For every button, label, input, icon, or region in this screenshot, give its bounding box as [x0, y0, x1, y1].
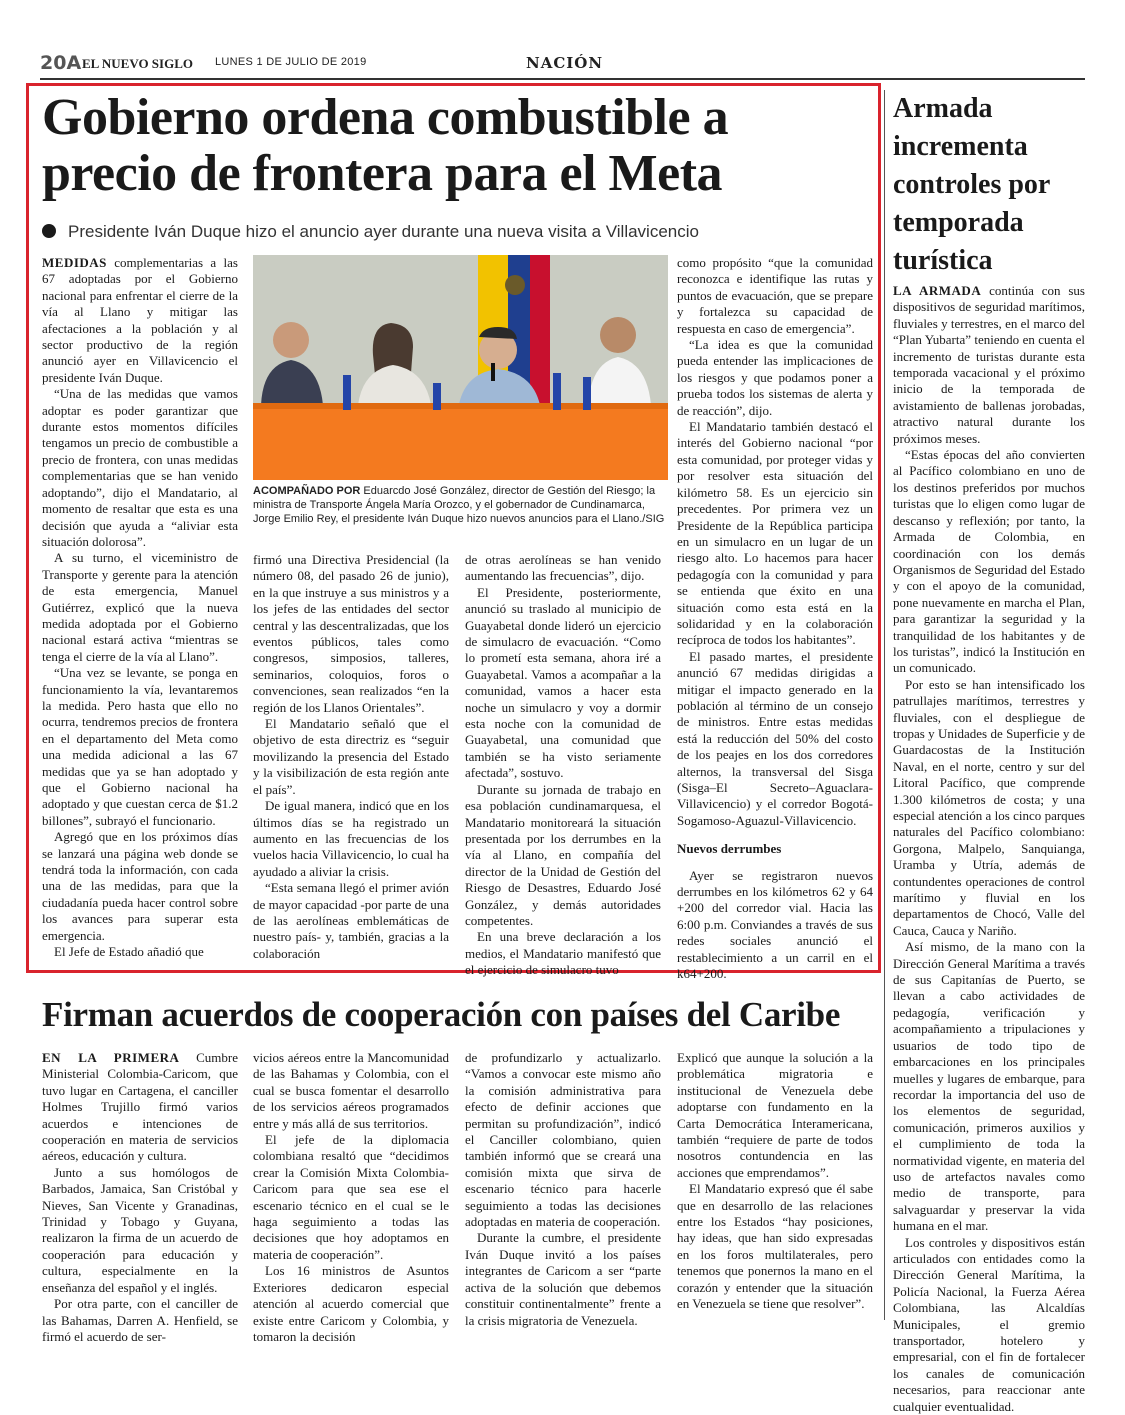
section-name: NACIÓN [526, 54, 604, 72]
sidebar-para: Así mismo, de la mano con la Dirección General Marítima a través de sus Capitanías de Puerto, se llevan a cabo actividades de pedagogía, verificación y acompañamiento a tripulaciones y usuarios de todo tipo de embarcaciones en los principales muelles y lugares de embarque, para recordar la importancia del uso de los elementos de seguridad, comunicación, primeros auxilios y el cumplimiento de toda la normatividad vigente, en materia del uso de artefactos navales como medio de transporte, para salvaguardar y preservar la vida humana en el mar. [893, 939, 1085, 1234]
main-col3-para: El Presidente, posteriormente, anunció su traslado al municipio de Guayabetal donde lideró un ejercicio de simulacro de evacuación. “Como lo prometí esta semana, ahora iré a Guayabetal. Vamos a acompañar a la comunidad, vamos a hacer esta noche un simulacro y voy a dormir esta noche con la comunidad de Guayabetal, una comunidad que también se ha visto seriamente afectada”, sostuvo. [465, 584, 661, 781]
header-divider [40, 78, 1085, 80]
second-col3-para: de profundizarlo y actualizarlo. “Vamos a convocar este mismo año la comisión administrativa para efecto de definir acciones que permitan su profundización”, indicó el Canciller colombiano, quien también informó que se creará una comisión mixta que sirva de escenario técnico para hacerle seguimiento a todas las decisiones adoptadas en materia de cooperación. [465, 1050, 661, 1230]
main-col3-para: Durante su jornada de trabajo en esa población cundinamarquesa, el Mandatario monitoreará la situación presentada por los derrumbes en la vía al Llano, en compañía del director de la Unidad de Gestión del Riesgo de Desastres, Eduardo José González, y demás autoridades competentes. [465, 781, 661, 928]
second-col3-para: Durante la cumbre, el presidente Iván Duque invitó a los países integrantes de Caricom a ser “parte activa de la solución que debemos constituir continentalmente” frente a la crisis migratoria de Venezuela. [465, 1230, 661, 1328]
newspaper-name: EL NUEVO SIGLO [82, 56, 193, 71]
second-col2-para: Los 16 ministros de Asuntos Exteriores dedicaron especial atención al acuerdo comercial que existe entre Caricom y Colombia, y tomaron la decisión [253, 1263, 449, 1344]
second-column-2 [253, 1050, 449, 1350]
main-column-4 [677, 255, 873, 982]
second-col2-para: El jefe de la diplomacia colombiana resaltó que “decidimos crear la Comisión Mixta Colombia-Caricom para que sea ese el escenario técnico en el cual se le haga seguimiento a todas las decisiones que hoy adoptamos en materia de cooperación”. [253, 1132, 449, 1262]
issue-date: LUNES 1 DE JULIO DE 2019 [215, 56, 367, 68]
photo-caption [253, 484, 668, 526]
main-subhead-text: Presidente Iván Duque hizo el anuncio ayer durante una nueva visita a Villavicencio [68, 222, 699, 241]
main-col2-para: firmó una Directiva Presidencial (la número 08, del pasado 26 de junio), en la que instruye a sus ministros y a los jefes de las entidades del sector central y las descentralizadas, que los eventos públicos, tales como congresos, simposios, talleres, seminarios, coloquios, foros o convenciones, sean realizados “en la región de los Llanos Orientales”. [253, 552, 449, 715]
main-lead-word: MEDIDAS [42, 255, 107, 270]
subsection-title: Nuevos derrumbes [677, 841, 782, 857]
main-col2-para: De igual manera, indicó que en los últimos días se ha registrado un aumento en las frecuencias de los vuelos hacia Villavicencio, lo cual ha ayudado a aliviar la crisis. [253, 798, 449, 879]
second-col1-para-text: Cumbre Ministerial Colombia-Caricom, que tuvo lugar en Cartagena, el canciller Holmes Trujillo firmó varios acuerdos e intenciones de cooperación en materia de servicios aéreos, educación y cultura. [42, 1050, 238, 1164]
caption-text: Eduarcdo José González, director de Gestión del Riesgo; la ministra de Transporte Ángela María Orozco, y el gobernador de Cundinamarca, Jorge Emilio Rey, el presidente Iván Duque hizo nuevos anuncios para el Llano./SIG [253, 485, 665, 525]
sidebar-para [893, 283, 1085, 447]
main-col1-para: A su turno, el viceministro de Transporte y gerente para la atención de esta emergencia, Manuel Gutiérrez, explicó que la nueva medida adoptada por el Gobierno nacional estará activa “mientras se tenga el cierre de la vía al Llano”. [42, 550, 238, 664]
main-column-1 [42, 255, 238, 967]
main-col1-para: “Una vez se levante, se ponga en funcionamiento la vía, levantaremos la medida. Pero hasta que ello no ocurra, tendremos precios de frontera en el departamento del Meta como una medida adicional a las 67 medidas que ya se han adoptado y que el Gobierno nacional ha adoptado y que cuestan cerca de $1.2 billones”, subrayó el funcionario. [42, 665, 238, 828]
second-col4-para: El Mandatario expresó que él sabe que en desarrollo de las relaciones entre los Estados “hay posiciones, hay ideas, que han sido expresadas en los foros multilaterales, pero tenemos que ponernos la mano en el corazón y entender que la situación en Venezuela se tiene que resolver”. [677, 1181, 873, 1312]
sidebar-para: Los controles y dispositivos están articulados con entidades como la Dirección General Marítima, la Policía Nacional, la Fuerza Aérea Colombiana, las Alcaldías Municipales, el gremio transportador, hotelero y empresarial, con el fin de fortalecer los canales de comunicación necesarios, para reaccionar ante cualquier eventualidad. [893, 1234, 1085, 1414]
main-column-3 [465, 552, 661, 978]
main-col1-para: Agregó que en los próximos días se lanzará una página web donde se tendrá toda la información, con cada una de las medidas, para que la ciudadanía pueda hacer control sobre los avances para superar esta emergencia. [42, 829, 238, 943]
sidebar-para: Por esto se han intensificado los patrullajes marítimos, terrestres y fluviales, con el despliegue de tropas y Unidades de Superficie y de Guardacostas de la Institución Naval, en el norte, centro y sur del Litoral Pacífico, que comprende 1.300 kilómetros de costa; y una especial atención a los cinco parques naturales del Pacífico colombiano: Gorgona, Malpelo, Sanquianga, Uramba y Utría, además de contundentes operaciones de control marítimo y fluvial en los departamentos de Chocó, Valle del Cauca, Cauca y Nariño. [893, 676, 1085, 938]
main-subhead [42, 222, 862, 242]
flag-red-stripe [530, 255, 550, 405]
page-header [40, 52, 885, 76]
main-col3-para: En una breve declaración a los medios, el Mandatario manifestó que el ejercicio de simulacro tuvo [465, 929, 661, 978]
sidebar-para: “Estas épocas del año convierten al Pacífico colombiano en uno de los destinos preferidos por muchos turistas que lo eligen como lugar de descanso y reflexión; por tanto, la Armada de Colombia, en coordinación con los demás Organismos de Seguridad del Estado y con el apoyo de la comunidad, pone nuevamente en marcha el Plan, para garantizar la seguridad y la tranquilidad de los habitantes y de los turistas”, indicó la Institución en un comunicado. [893, 447, 1085, 676]
second-column-4 [677, 1050, 873, 1350]
second-col1-para [42, 1050, 238, 1165]
second-col1-para: Junto a sus homólogos de Barbados, Jamaica, San Cristóbal y Nieves, San Vicente y Granadinas, Trinidad y Tobago y Guyana, realizaron la firma de un acuerdo de cooperación para educación y cultura, especialmente en la enseñanza del español y el inglés. [42, 1164, 238, 1295]
main-col2-para: “Esta semana llegó el primer avión de mayor capacidad -por parte de una de las aerolíneas emblemáticas de nuestro país- y, también, gracias a la colaboración [253, 880, 449, 961]
page-number: 20A [40, 52, 82, 74]
second-col1-para: Por otra parte, con el canciller de las Bahamas, Darren A. Henfield, se firmó el acuerdo de ser- [42, 1296, 238, 1344]
main-photo [253, 255, 668, 480]
bullet-icon [42, 224, 56, 238]
second-column-1 [42, 1050, 238, 1350]
orange-tablecloth [253, 403, 668, 480]
main-col4-para: El Mandatario también destacó el interés del Gobierno nacional “por esta comunidad, por proteger vidas y por resolver esta situación del kilómetro 58. Es un ejercicio sin precedentes. Por primera vez un Presidente de la República participa en un simulacro en un lugar de un riesgo alto. Lo hacemos para hacer pedagogía con la comunidad y para se entienda que éxito en una situación como esta está en la solidaridad y en la colaboración recíproca de todos los habitantes”. [677, 419, 873, 648]
sidebar-lead-word: LA ARMADA [893, 283, 982, 298]
sidebar-headline: Armada incrementa controles por temporada turística [893, 93, 1050, 276]
sidebar-column [893, 283, 1085, 1414]
sidebar-divider [884, 90, 885, 1320]
second-headline: Firman acuerdos de cooperación con países del Caribe [42, 995, 841, 1034]
main-col3-para: de otras aerolíneas se han venido aumentando las frecuencias”, dijo. [465, 552, 661, 584]
second-lead-word: EN LA PRIMERA [42, 1050, 180, 1065]
main-col1-para [42, 255, 238, 386]
main-col2-para: El Mandatario señaló que el objetivo de esta directriz es “seguir movilizando la presencia del Estado y la visibilización de esta región ante el país”. [253, 716, 449, 797]
caption-lead: ACOMPAÑADO POR [253, 485, 361, 497]
second-col2-para: vicios aéreos entre la Mancomunidad de las Bahamas y Colombia, con el cual se busca fomentar el desarrollo de los servicios aéreos programados entre y más allá de sus territorios. [253, 1050, 449, 1131]
second-column-3 [465, 1050, 661, 1350]
main-col4-para: como propósito “que la comunidad reconozca e identifique las rutas y puntos de evacuación, que se prepare y fortalezca su capacidad de respuesta en caso de emergencia”. [677, 255, 873, 336]
second-col4-para: Explicó que aunque la solución a la problemática migratoria e institucional de Venezuela debe adoptarse con fundamento en la Carta Democrática Interamericana, también “requiere de parte de todos nosotros contundencia en las acciones que emprendamos”. [677, 1050, 873, 1180]
main-col1-para: “Una de las medidas que vamos adoptar es poder garantizar que durante estos momentos difíciles tengamos un precio de combustible a precio de frontera, con unas medidas complementarias que se han venido adoptando”, dijo el Mandatario, al momento de resaltar que esta es una decisión que ayuda a “aliviar esta situación dolorosa”. [42, 386, 238, 549]
main-col4-para: El pasado martes, el presidente anunció 67 medidas dirigidas a mitigar el impacto generado en la población al término de un consejo de ministros. Entre estas medidas está la reducción del 50% del costo de los peajes en los dos corredores alternos, la transversal del Sisga (Sisga–El Secreto–Aguaclara-Villavicencio) y el corredor Bogotá-Sogamoso-Aguazul-Villavicencio. [677, 648, 873, 828]
main-column-2 [253, 552, 449, 967]
main-col4-para: “La idea es que la comunidad pueda entender las implicaciones de los riesgos y que podamos poner a prueba todos los sistemas de alerta y de reacción”, dijo. [677, 337, 873, 418]
press-conference-illustration [253, 255, 668, 480]
main-col4-para: Ayer se registraron nuevos derrumbes en los kilómetros 62 y 64 +200 del corredor vial. Hacia las 6:00 p.m. Conviandes a través de sus redes sociales anunció el restablecimiento a un carril en el k64+200. [677, 867, 873, 982]
main-col1-para: El Jefe de Estado añadió que [54, 944, 204, 960]
sidebar-para-text: continúa con sus dispositivos de seguridad marítimos, fluviales y terrestres, en el marco del “Plan Yubarta” teniendo en cuenta el incremento de turistas durante esta temporada vacacional y el próximo inicio de la temporada de avistamiento de ballenas jorobadas, atractivo natural durante los próximos meses. [893, 283, 1085, 446]
main-headline: Gobierno ordena combustible a precio de frontera para el Meta [42, 89, 729, 202]
main-col1-para-text: complementarias a las 67 adoptadas por el Gobierno nacional para enfrentar el cierre de la vía al Llano y mitigar las afectaciones a la población y al sector productivo de la región anunció ayer en Villavicencio el presidente Iván Duque. [42, 255, 238, 385]
